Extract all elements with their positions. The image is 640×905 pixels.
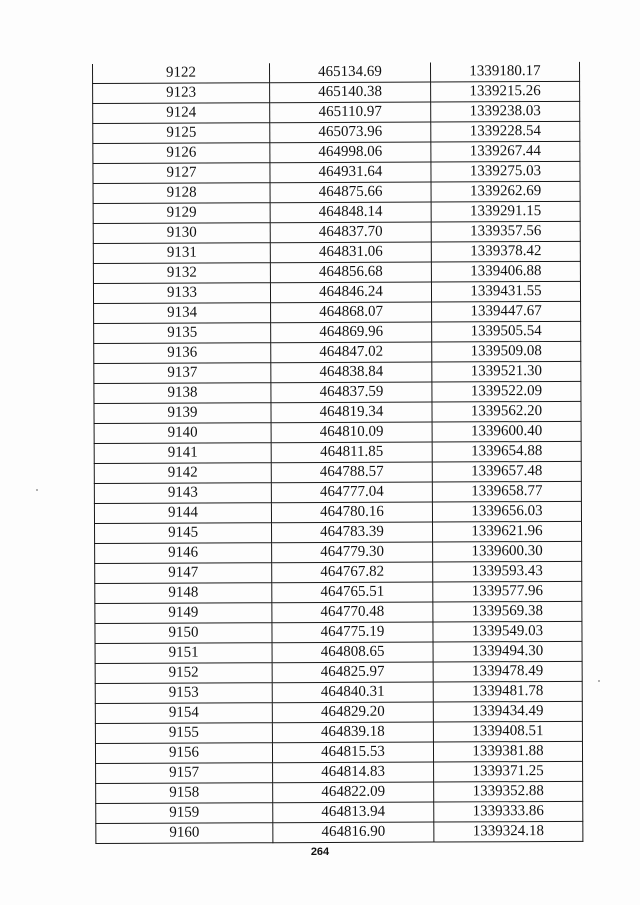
point-id-cell: 9125 <box>93 123 270 144</box>
point-id-cell: 9156 <box>95 743 272 764</box>
scan-speck <box>598 680 600 682</box>
y-coordinate-cell: 1339447.67 <box>432 301 581 322</box>
x-coordinate-cell: 464783.39 <box>272 522 433 543</box>
x-coordinate-cell: 464814.83 <box>273 762 434 783</box>
x-coordinate-cell: 465134.69 <box>269 63 430 83</box>
x-coordinate-cell: 464808.65 <box>272 642 433 663</box>
point-id-cell: 9122 <box>92 63 269 83</box>
point-id-cell: 9144 <box>94 503 271 524</box>
table-row <box>95 621 582 643</box>
y-coordinate-cell: 1339593.43 <box>433 561 582 582</box>
x-coordinate-cell: 464829.20 <box>272 702 433 723</box>
point-id-cell: 9129 <box>93 203 270 224</box>
table-row <box>95 741 582 763</box>
y-coordinate-cell: 1339522.09 <box>432 381 581 402</box>
y-coordinate-cell: 1339434.49 <box>433 701 582 722</box>
x-coordinate-cell: 465073.96 <box>270 122 431 143</box>
point-id-cell: 9147 <box>95 563 272 584</box>
table-row <box>93 81 580 103</box>
table-row <box>94 381 581 403</box>
point-id-cell: 9154 <box>95 703 272 724</box>
x-coordinate-cell: 465140.38 <box>270 82 431 103</box>
point-id-cell: 9137 <box>94 363 271 384</box>
x-coordinate-cell: 464819.34 <box>271 402 432 423</box>
x-coordinate-cell: 464816.90 <box>273 822 434 843</box>
table-row <box>96 761 583 783</box>
y-coordinate-cell: 1339494.30 <box>433 641 582 662</box>
y-coordinate-cell: 1339357.56 <box>431 221 580 242</box>
x-coordinate-cell: 464856.68 <box>270 262 431 283</box>
point-id-cell: 9128 <box>93 183 270 204</box>
point-id-cell: 9155 <box>95 723 272 744</box>
point-id-cell: 9133 <box>93 283 270 304</box>
page-number: 264 <box>310 846 330 858</box>
table-row <box>94 501 581 523</box>
table-row <box>95 641 582 663</box>
table-row <box>95 681 582 703</box>
x-coordinate-cell: 464869.96 <box>271 322 432 343</box>
table-row <box>94 361 581 383</box>
x-coordinate-cell: 464875.66 <box>270 182 431 203</box>
x-coordinate-cell: 464765.51 <box>272 582 433 603</box>
x-coordinate-cell: 464847.02 <box>271 342 432 363</box>
x-coordinate-cell: 464767.82 <box>272 562 433 583</box>
point-id-cell: 9126 <box>93 143 270 164</box>
point-id-cell: 9145 <box>95 523 272 544</box>
table-row <box>96 821 583 843</box>
x-coordinate-cell: 464931.64 <box>270 162 431 183</box>
point-id-cell: 9143 <box>94 483 271 504</box>
y-coordinate-cell: 1339621.96 <box>433 521 582 542</box>
x-coordinate-cell: 464837.59 <box>271 382 432 403</box>
y-coordinate-cell: 1339267.44 <box>431 141 580 162</box>
point-id-cell: 9149 <box>95 603 272 624</box>
y-coordinate-cell: 1339549.03 <box>433 621 582 642</box>
x-coordinate-cell: 464846.24 <box>270 282 431 303</box>
point-id-cell: 9123 <box>93 83 270 104</box>
point-id-cell: 9159 <box>96 803 273 824</box>
coordinate-table <box>92 62 583 844</box>
y-coordinate-cell: 1339569.38 <box>433 601 582 622</box>
x-coordinate-cell: 464868.07 <box>271 302 432 323</box>
table-row <box>93 221 580 243</box>
table-row <box>95 721 582 743</box>
y-coordinate-cell: 1339656.03 <box>432 501 581 522</box>
x-coordinate-cell: 464770.48 <box>272 602 433 623</box>
y-coordinate-cell: 1339509.08 <box>432 341 581 362</box>
point-id-cell: 9124 <box>93 103 270 124</box>
point-id-cell: 9132 <box>93 263 270 284</box>
point-id-cell: 9127 <box>93 163 270 184</box>
table-row <box>94 441 581 463</box>
x-coordinate-cell: 464779.30 <box>272 542 433 563</box>
y-coordinate-cell: 1339378.42 <box>431 241 580 262</box>
point-id-cell: 9135 <box>94 323 271 344</box>
y-coordinate-cell: 1339600.30 <box>433 541 582 562</box>
y-coordinate-cell: 1339657.48 <box>432 461 581 482</box>
point-id-cell: 9157 <box>96 763 273 784</box>
x-coordinate-cell: 464839.18 <box>272 722 433 743</box>
table-row <box>93 121 580 143</box>
table-row <box>94 461 581 483</box>
table-row <box>93 141 580 163</box>
x-coordinate-cell: 464831.06 <box>270 242 431 263</box>
table-row <box>94 421 581 443</box>
y-coordinate-cell: 1339406.88 <box>431 261 580 282</box>
y-coordinate-cell: 1339505.54 <box>432 321 581 342</box>
x-coordinate-cell: 464788.57 <box>271 462 432 483</box>
table-row <box>95 661 582 683</box>
x-coordinate-cell: 464825.97 <box>272 662 433 683</box>
table-row <box>93 261 580 283</box>
y-coordinate-cell: 1339324.18 <box>434 821 583 842</box>
table-row <box>95 701 582 723</box>
y-coordinate-cell: 1339577.96 <box>433 581 582 602</box>
y-coordinate-cell: 1339562.20 <box>432 401 581 422</box>
y-coordinate-cell: 1339262.69 <box>431 181 580 202</box>
point-id-cell: 9151 <box>95 643 272 664</box>
table-row <box>95 581 582 603</box>
y-coordinate-cell: 1339481.78 <box>433 681 582 702</box>
point-id-cell: 9146 <box>95 543 272 564</box>
y-coordinate-cell: 1339215.26 <box>431 81 580 102</box>
point-id-cell: 9138 <box>94 383 271 404</box>
y-coordinate-cell: 1339431.55 <box>431 281 580 302</box>
table-row <box>94 321 581 343</box>
table-row <box>93 181 580 203</box>
x-coordinate-cell: 464837.70 <box>270 222 431 243</box>
scan-speck <box>36 489 38 491</box>
table-row <box>94 401 581 423</box>
table-row <box>94 481 581 503</box>
point-id-cell: 9153 <box>95 683 272 704</box>
table-row <box>95 521 582 543</box>
x-coordinate-cell: 464822.09 <box>273 782 434 803</box>
table-row <box>93 201 580 223</box>
table-row <box>93 101 580 123</box>
y-coordinate-cell: 1339381.88 <box>433 741 582 762</box>
y-coordinate-cell: 1339275.03 <box>431 161 580 182</box>
x-coordinate-cell: 464777.04 <box>271 482 432 503</box>
point-id-cell: 9148 <box>95 583 272 604</box>
point-id-cell: 9130 <box>93 223 270 244</box>
table-row <box>95 601 582 623</box>
point-id-cell: 9131 <box>93 243 270 264</box>
point-id-cell: 9134 <box>94 303 271 324</box>
y-coordinate-cell: 1339658.77 <box>432 481 581 502</box>
table-row <box>92 62 579 84</box>
y-coordinate-cell: 1339478.49 <box>433 661 582 682</box>
y-coordinate-cell: 1339654.88 <box>432 441 581 462</box>
y-coordinate-cell: 1339180.17 <box>430 62 579 82</box>
y-coordinate-cell: 1339521.30 <box>432 361 581 382</box>
table-row <box>94 341 581 363</box>
x-coordinate-cell: 464840.31 <box>272 682 433 703</box>
x-coordinate-cell: 464838.84 <box>271 362 432 383</box>
point-id-cell: 9158 <box>96 783 273 804</box>
y-coordinate-cell: 1339333.86 <box>434 801 583 822</box>
x-coordinate-cell: 464815.53 <box>272 742 433 763</box>
coordinate-table-body <box>92 62 582 844</box>
x-coordinate-cell: 464810.09 <box>271 422 432 443</box>
x-coordinate-cell: 464775.19 <box>272 622 433 643</box>
y-coordinate-cell: 1339600.40 <box>432 421 581 442</box>
y-coordinate-cell: 1339228.54 <box>431 121 580 142</box>
x-coordinate-cell: 464848.14 <box>270 202 431 223</box>
table-row <box>93 281 580 303</box>
table-row <box>93 161 580 183</box>
point-id-cell: 9136 <box>94 343 271 364</box>
x-coordinate-cell: 464813.94 <box>273 802 434 823</box>
point-id-cell: 9140 <box>94 423 271 444</box>
point-id-cell: 9139 <box>94 403 271 424</box>
table-row <box>95 541 582 563</box>
x-coordinate-cell: 464780.16 <box>271 502 432 523</box>
x-coordinate-cell: 464811.85 <box>271 442 432 463</box>
table-row <box>95 561 582 583</box>
table-row <box>96 801 583 823</box>
point-id-cell: 9142 <box>94 463 271 484</box>
point-id-cell: 9152 <box>95 663 272 684</box>
x-coordinate-cell: 465110.97 <box>270 102 431 123</box>
y-coordinate-cell: 1339408.51 <box>433 721 582 742</box>
y-coordinate-cell: 1339291.15 <box>431 201 580 222</box>
table-row <box>94 301 581 323</box>
table-row <box>93 241 580 263</box>
y-coordinate-cell: 1339352.88 <box>434 781 583 802</box>
table-row <box>96 781 583 803</box>
y-coordinate-cell: 1339371.25 <box>434 761 583 782</box>
point-id-cell: 9141 <box>94 443 271 464</box>
y-coordinate-cell: 1339238.03 <box>431 101 580 122</box>
point-id-cell: 9160 <box>96 823 273 844</box>
x-coordinate-cell: 464998.06 <box>270 142 431 163</box>
point-id-cell: 9150 <box>95 623 272 644</box>
